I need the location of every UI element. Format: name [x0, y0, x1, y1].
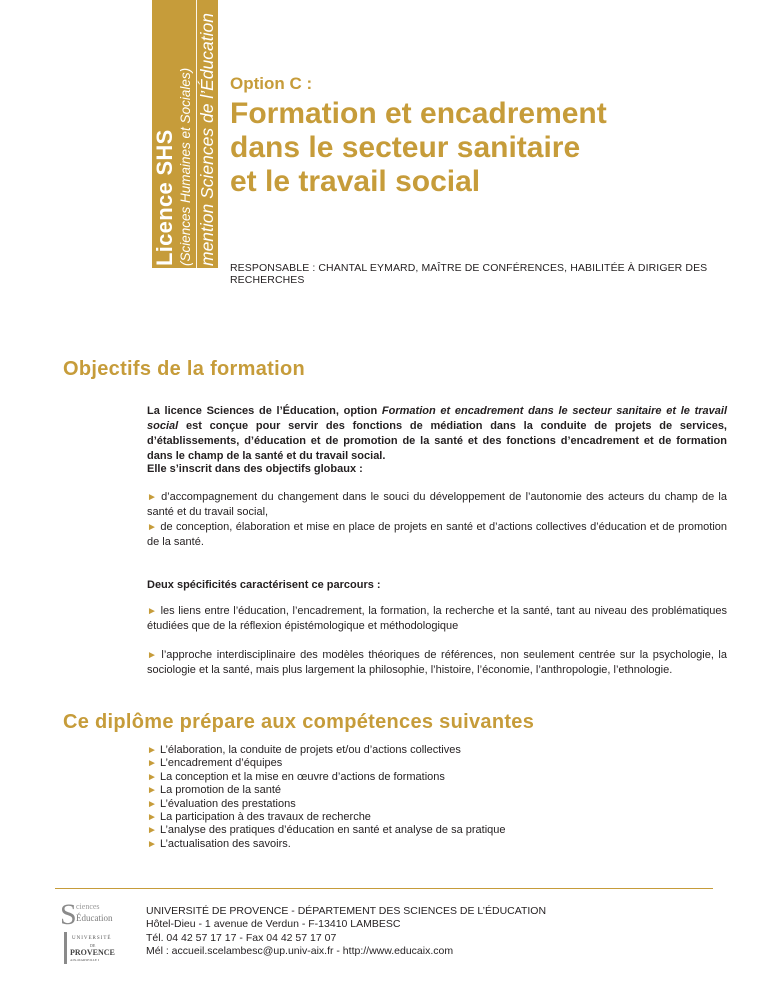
competences-list [147, 744, 506, 851]
logo-bar [64, 932, 67, 964]
list-item: ► La conception et la mise en œuvre d’actions de formations [147, 770, 445, 783]
responsable-line: RESPONSABLE : CHANTAL EYMARD, MAÎTRE DE CONFÉRENCES, HABILITÉE À DIRIGER DES RECHERCHES [230, 262, 708, 286]
logo-provence: PROVENCE [70, 948, 115, 957]
banner-licence: Licence SHS [152, 129, 177, 266]
banner-mention: mention Sciences de l’Éducation [197, 13, 217, 266]
triangle-right-icon: ► [147, 758, 157, 770]
specificites-label: Deux spécificités caractérisent ce parcours : [147, 579, 381, 591]
triangle-right-icon: ► [147, 650, 157, 661]
title-line: Formation et encadrement [230, 97, 607, 130]
objectifs-label: Elle s’inscrit dans des objectifs globaux : [147, 463, 363, 475]
footer-line: Hôtel-Dieu - 1 avenue de Verdun - F-13410 LAMBESC [146, 918, 401, 931]
list-item: ► L’analyse des pratiques d’éducation en santé et analyse de sa pratique [147, 824, 506, 837]
list-item: ► L’actualisation des savoirs. [147, 837, 291, 850]
list-item: ► La promotion de la santé [147, 784, 282, 797]
triangle-right-icon: ► [147, 825, 157, 837]
footer-line: UNIVERSITÉ DE PROVENCE - DÉPARTEMENT DES SCIENCES DE L’ÉDUCATION [146, 905, 547, 917]
triangle-right-icon: ► [147, 771, 157, 783]
logo-aix: AIX-MARSEILLE I [70, 958, 100, 962]
list-item: ► d’accompagnement du changement dans le souci du développement de l’autonomie des acteurs du champ de la santé et du travail social, [147, 491, 727, 518]
list-item: ► L’évaluation des prestations [147, 797, 296, 810]
list-item: ► L’élaboration, la conduite de projets et/ou d’actions collectives [147, 744, 461, 756]
section-heading-objectifs: Objectifs de la formation [63, 358, 305, 380]
list-item: ► de conception, élaboration et mise en place de projets en santé et d’actions collectives d’éducation et de promotion de la santé. [147, 521, 727, 548]
footer-divider [55, 888, 713, 889]
triangle-right-icon: ► [147, 812, 157, 824]
triangle-right-icon: ► [147, 785, 157, 797]
intro-text-italic: Formation et encadrement dans le secteur sanitaire et le travail social [147, 405, 727, 432]
triangle-right-icon: ► [147, 492, 157, 503]
intro-text-a: La licence Sciences de l’Éducation, option [147, 405, 382, 417]
option-label: Option C : [230, 74, 313, 93]
page-title [230, 97, 607, 199]
intro-paragraph [147, 404, 727, 464]
triangle-right-icon: ► [147, 838, 157, 850]
banner-sciences: (Sciences Humaines et Sociales) [178, 67, 193, 266]
list-item: ► l’approche interdisciplinaire des modèles théoriques de références, non seulement centrée sur la psychologie, la sociologie et la santé, mais plus largement la philosophie, l’histoire, l’économie, l’anthropologie, l’ethnologie. [147, 649, 727, 676]
objectifs-list [147, 490, 727, 550]
logo-education: Éducation [76, 913, 113, 923]
footer-address [146, 905, 546, 959]
title-line: dans le secteur sanitaire [230, 131, 581, 164]
list-item: ► les liens entre l’éducation, l’encadrement, la formation, la recherche et la santé, tant au niveau des problématiques étudiées que de la réflexion épistémologique et méthodologique [147, 605, 728, 632]
list-item: ► L’encadrement d’équipes [147, 757, 283, 770]
triangle-right-icon: ► [147, 745, 157, 756]
list-item: ► La participation à des travaux de recherche [147, 811, 371, 824]
triangle-right-icon: ► [147, 798, 157, 810]
title-line: et le travail social [230, 165, 481, 198]
triangle-right-icon: ► [147, 606, 157, 617]
section-heading-competences: Ce diplôme prépare aux compétences suivantes [63, 711, 535, 733]
footer-line: Tél. 04 42 57 17 17 - Fax 04 42 57 17 07 [146, 931, 337, 944]
triangle-right-icon: ► [147, 522, 157, 533]
university-logo [60, 898, 120, 964]
logo-de: DE [90, 943, 96, 948]
intro-text-b: est conçue pour servir des fonctions de médiation dans la conduite de projets de services, d’établissements, d’éducation et de promotion de la santé et des fonctions d’encadrement et de formation dans le champ de la santé et du travail social. [147, 420, 727, 462]
footer-line: Mél : accueil.scelambesc@up.univ-aix.fr - http://www.educaix.com [146, 945, 454, 958]
logo-universite: UNIVERSITÉ [72, 936, 112, 941]
logo-se: S [60, 898, 77, 931]
logo-sciences: ciences [76, 902, 100, 911]
